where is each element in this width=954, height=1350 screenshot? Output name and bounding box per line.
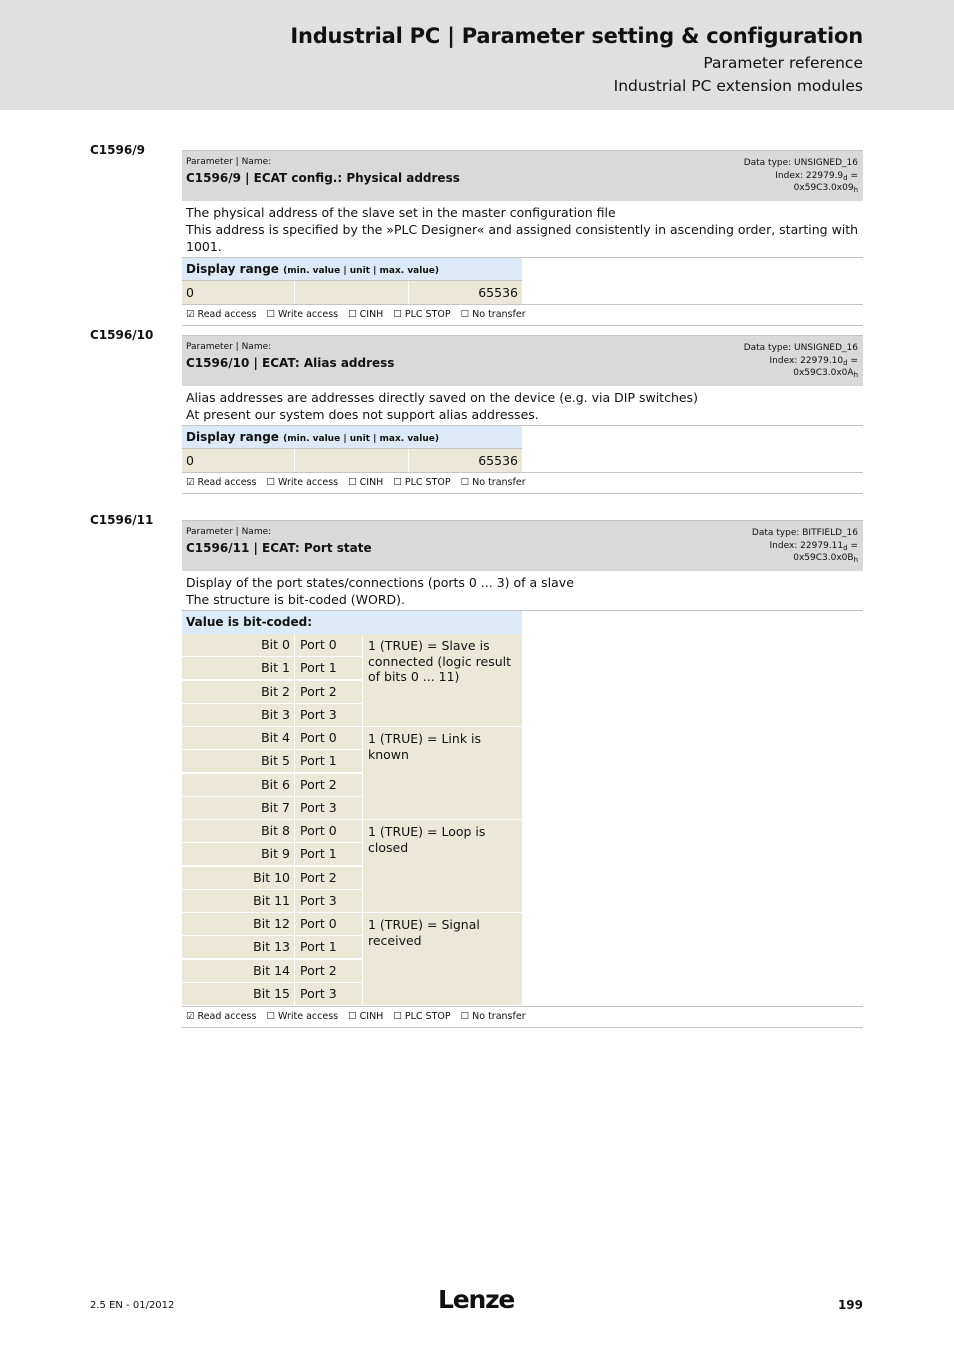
bit-port: Port 1 — [295, 936, 362, 958]
read-access-flag: ☑ Read access — [186, 1011, 257, 1022]
access-flags — [182, 1006, 863, 1028]
bit-row — [182, 960, 362, 982]
bit-number: Bit 4 — [182, 727, 294, 749]
bit-port: Port 3 — [295, 797, 362, 819]
footer-version: 2.5 EN - 01/2012 — [90, 1300, 175, 1311]
param-name: C1596/10 | ECAT: Alias address — [186, 356, 395, 370]
bit-number: Bit 12 — [182, 913, 294, 935]
bit-number: Bit 13 — [182, 936, 294, 958]
param-datatype-block — [744, 157, 858, 195]
range-unit — [295, 449, 409, 472]
bit-number: Bit 3 — [182, 704, 294, 726]
plc-stop-flag: ☐ PLC STOP — [393, 1011, 451, 1022]
cinh-flag: ☐ CINH — [348, 477, 384, 488]
bit-number: Bit 9 — [182, 843, 294, 865]
bit-group-description: 1 (TRUE) = Slave is connected (logic result of bits 0 ... 11) — [363, 634, 522, 726]
param-datatype: Data type: UNSIGNED_16 — [743, 343, 858, 353]
bit-number: Bit 14 — [182, 960, 294, 982]
param-name: C1596/11 | ECAT: Port state — [186, 541, 372, 555]
param-datatype: Data type: BITFIELD_16 — [751, 528, 858, 538]
param-label: Parameter | Name: — [186, 527, 272, 537]
bit-number: Bit 7 — [182, 797, 294, 819]
access-flags — [182, 472, 863, 494]
param-header — [182, 150, 863, 201]
bit-port: Port 2 — [295, 681, 362, 703]
bit-port: Port 2 — [295, 867, 362, 889]
range-min: 0 — [182, 281, 295, 304]
param-id: C1596/11 — [90, 513, 154, 527]
bit-row — [182, 890, 362, 912]
bit-port: Port 3 — [295, 704, 362, 726]
param-datatype-block — [744, 342, 858, 380]
bit-port: Port 0 — [295, 727, 362, 749]
display-range-row — [182, 449, 522, 472]
page-subtitle-1: Parameter reference — [703, 54, 863, 72]
param-index: Index: $22979.10_d$ = — [769, 355, 858, 367]
param-header — [182, 520, 863, 571]
param-description: Display of the port states/connections (ports 0 ... 3) of a slave The structure is bit-coded (WORD). — [182, 571, 863, 611]
range-max: 65536 — [409, 449, 522, 472]
param-description: Alias addresses are addresses directly saved on the device (e.g. via DIP switches) At present our system does not support alias addresses. — [182, 386, 863, 426]
read-access-flag: ☑ Read access — [186, 477, 257, 488]
bit-row — [182, 820, 362, 842]
bit-row — [182, 681, 362, 703]
bit-row — [182, 727, 362, 749]
param-id: C1596/10 — [90, 328, 154, 342]
bit-group-description: 1 (TRUE) = Loop is closed — [363, 820, 522, 912]
page-title: Industrial PC | Parameter setting & configuration — [290, 24, 863, 48]
bit-number: Bit 6 — [182, 774, 294, 796]
write-access-flag: ☐ Write access — [266, 477, 339, 488]
bit-row — [182, 913, 362, 935]
bit-number: Bit 8 — [182, 820, 294, 842]
bit-coded-header: Value is bit-coded: — [182, 611, 522, 634]
param-header — [182, 335, 863, 386]
bit-port: Port 3 — [295, 890, 362, 912]
bit-port: Port 0 — [295, 820, 362, 842]
bit-number: Bit 10 — [182, 867, 294, 889]
display-range-row — [182, 281, 522, 304]
write-access-flag: ☐ Write access — [266, 309, 339, 320]
param-block-c1596-10 — [182, 335, 863, 494]
param-id: C1596/9 — [90, 143, 145, 157]
no-transfer-flag: ☐ No transfer — [460, 477, 526, 488]
page-subtitle-2: Industrial PC extension modules — [613, 77, 863, 95]
param-block-c1596-9 — [182, 150, 863, 326]
access-flags — [182, 304, 863, 326]
param-datatype: Data type: UNSIGNED_16 — [743, 158, 858, 168]
bit-row — [182, 983, 362, 1005]
bit-row — [182, 750, 362, 772]
param-description: The physical address of the slave set in the master configuration file This address is specified by the »PLC Designer« and assigned consistently in ascending order, starting with 1001. — [182, 201, 863, 258]
read-access-flag: ☑ Read access — [186, 309, 257, 320]
bit-row — [182, 657, 362, 679]
page-header — [0, 0, 954, 110]
bit-port: Port 3 — [295, 983, 362, 1005]
range-min: 0 — [182, 449, 295, 472]
param-label: Parameter | Name: — [186, 157, 272, 167]
param-hex: $0x59C3.0x0A_h$ — [793, 368, 858, 379]
bit-port: Port 1 — [295, 843, 362, 865]
bit-row — [182, 774, 362, 796]
param-name: C1596/9 | ECAT config.: Physical address — [186, 171, 460, 185]
bit-port: Port 0 — [295, 634, 362, 656]
param-label: Parameter | Name: — [186, 342, 272, 352]
plc-stop-flag: ☐ PLC STOP — [393, 477, 451, 488]
bit-number: Bit 11 — [182, 890, 294, 912]
bit-number: Bit 2 — [182, 681, 294, 703]
bit-number: Bit 5 — [182, 750, 294, 772]
bit-row — [182, 867, 362, 889]
bit-group-description: 1 (TRUE) = Link is known — [363, 727, 522, 819]
plc-stop-flag: ☐ PLC STOP — [393, 309, 451, 320]
cinh-flag: ☐ CINH — [348, 309, 384, 320]
bit-row — [182, 797, 362, 819]
write-access-flag: ☐ Write access — [266, 1011, 339, 1022]
bit-coded-table — [182, 634, 522, 1006]
param-hex: $0x59C3.0x09_h$ — [793, 183, 858, 194]
bit-port: Port 1 — [295, 750, 362, 772]
bit-row — [182, 936, 362, 958]
no-transfer-flag: ☐ No transfer — [460, 1011, 526, 1022]
bit-group-description: 1 (TRUE) = Signal received — [363, 913, 522, 1005]
display-range-header: Display range (min. value | unit | max. value) — [182, 426, 522, 449]
bit-row — [182, 704, 362, 726]
bit-number: Bit 15 — [182, 983, 294, 1005]
param-block-c1596-11 — [182, 520, 863, 1028]
lenze-logo: Lenze — [438, 1285, 515, 1314]
cinh-flag: ☐ CINH — [348, 1011, 384, 1022]
display-range-header: Display range (min. value | unit | max. value) — [182, 258, 522, 281]
range-max: 65536 — [409, 281, 522, 304]
bit-number: Bit 0 — [182, 634, 294, 656]
bit-row — [182, 634, 362, 656]
bit-port: Port 0 — [295, 913, 362, 935]
param-datatype-block — [752, 527, 858, 565]
range-unit — [295, 281, 409, 304]
param-hex: $0x59C3.0x0B_h$ — [793, 553, 858, 564]
no-transfer-flag: ☐ No transfer — [460, 309, 526, 320]
page-number: 199 — [837, 1298, 863, 1312]
bit-port: Port 2 — [295, 960, 362, 982]
bit-port: Port 2 — [295, 774, 362, 796]
param-index: Index: $22979.9_d$ = — [775, 170, 858, 182]
bit-port: Port 1 — [295, 657, 362, 679]
bit-number: Bit 1 — [182, 657, 294, 679]
param-index: Index: $22979.11_d$ = — [769, 540, 858, 552]
bit-row — [182, 843, 362, 865]
